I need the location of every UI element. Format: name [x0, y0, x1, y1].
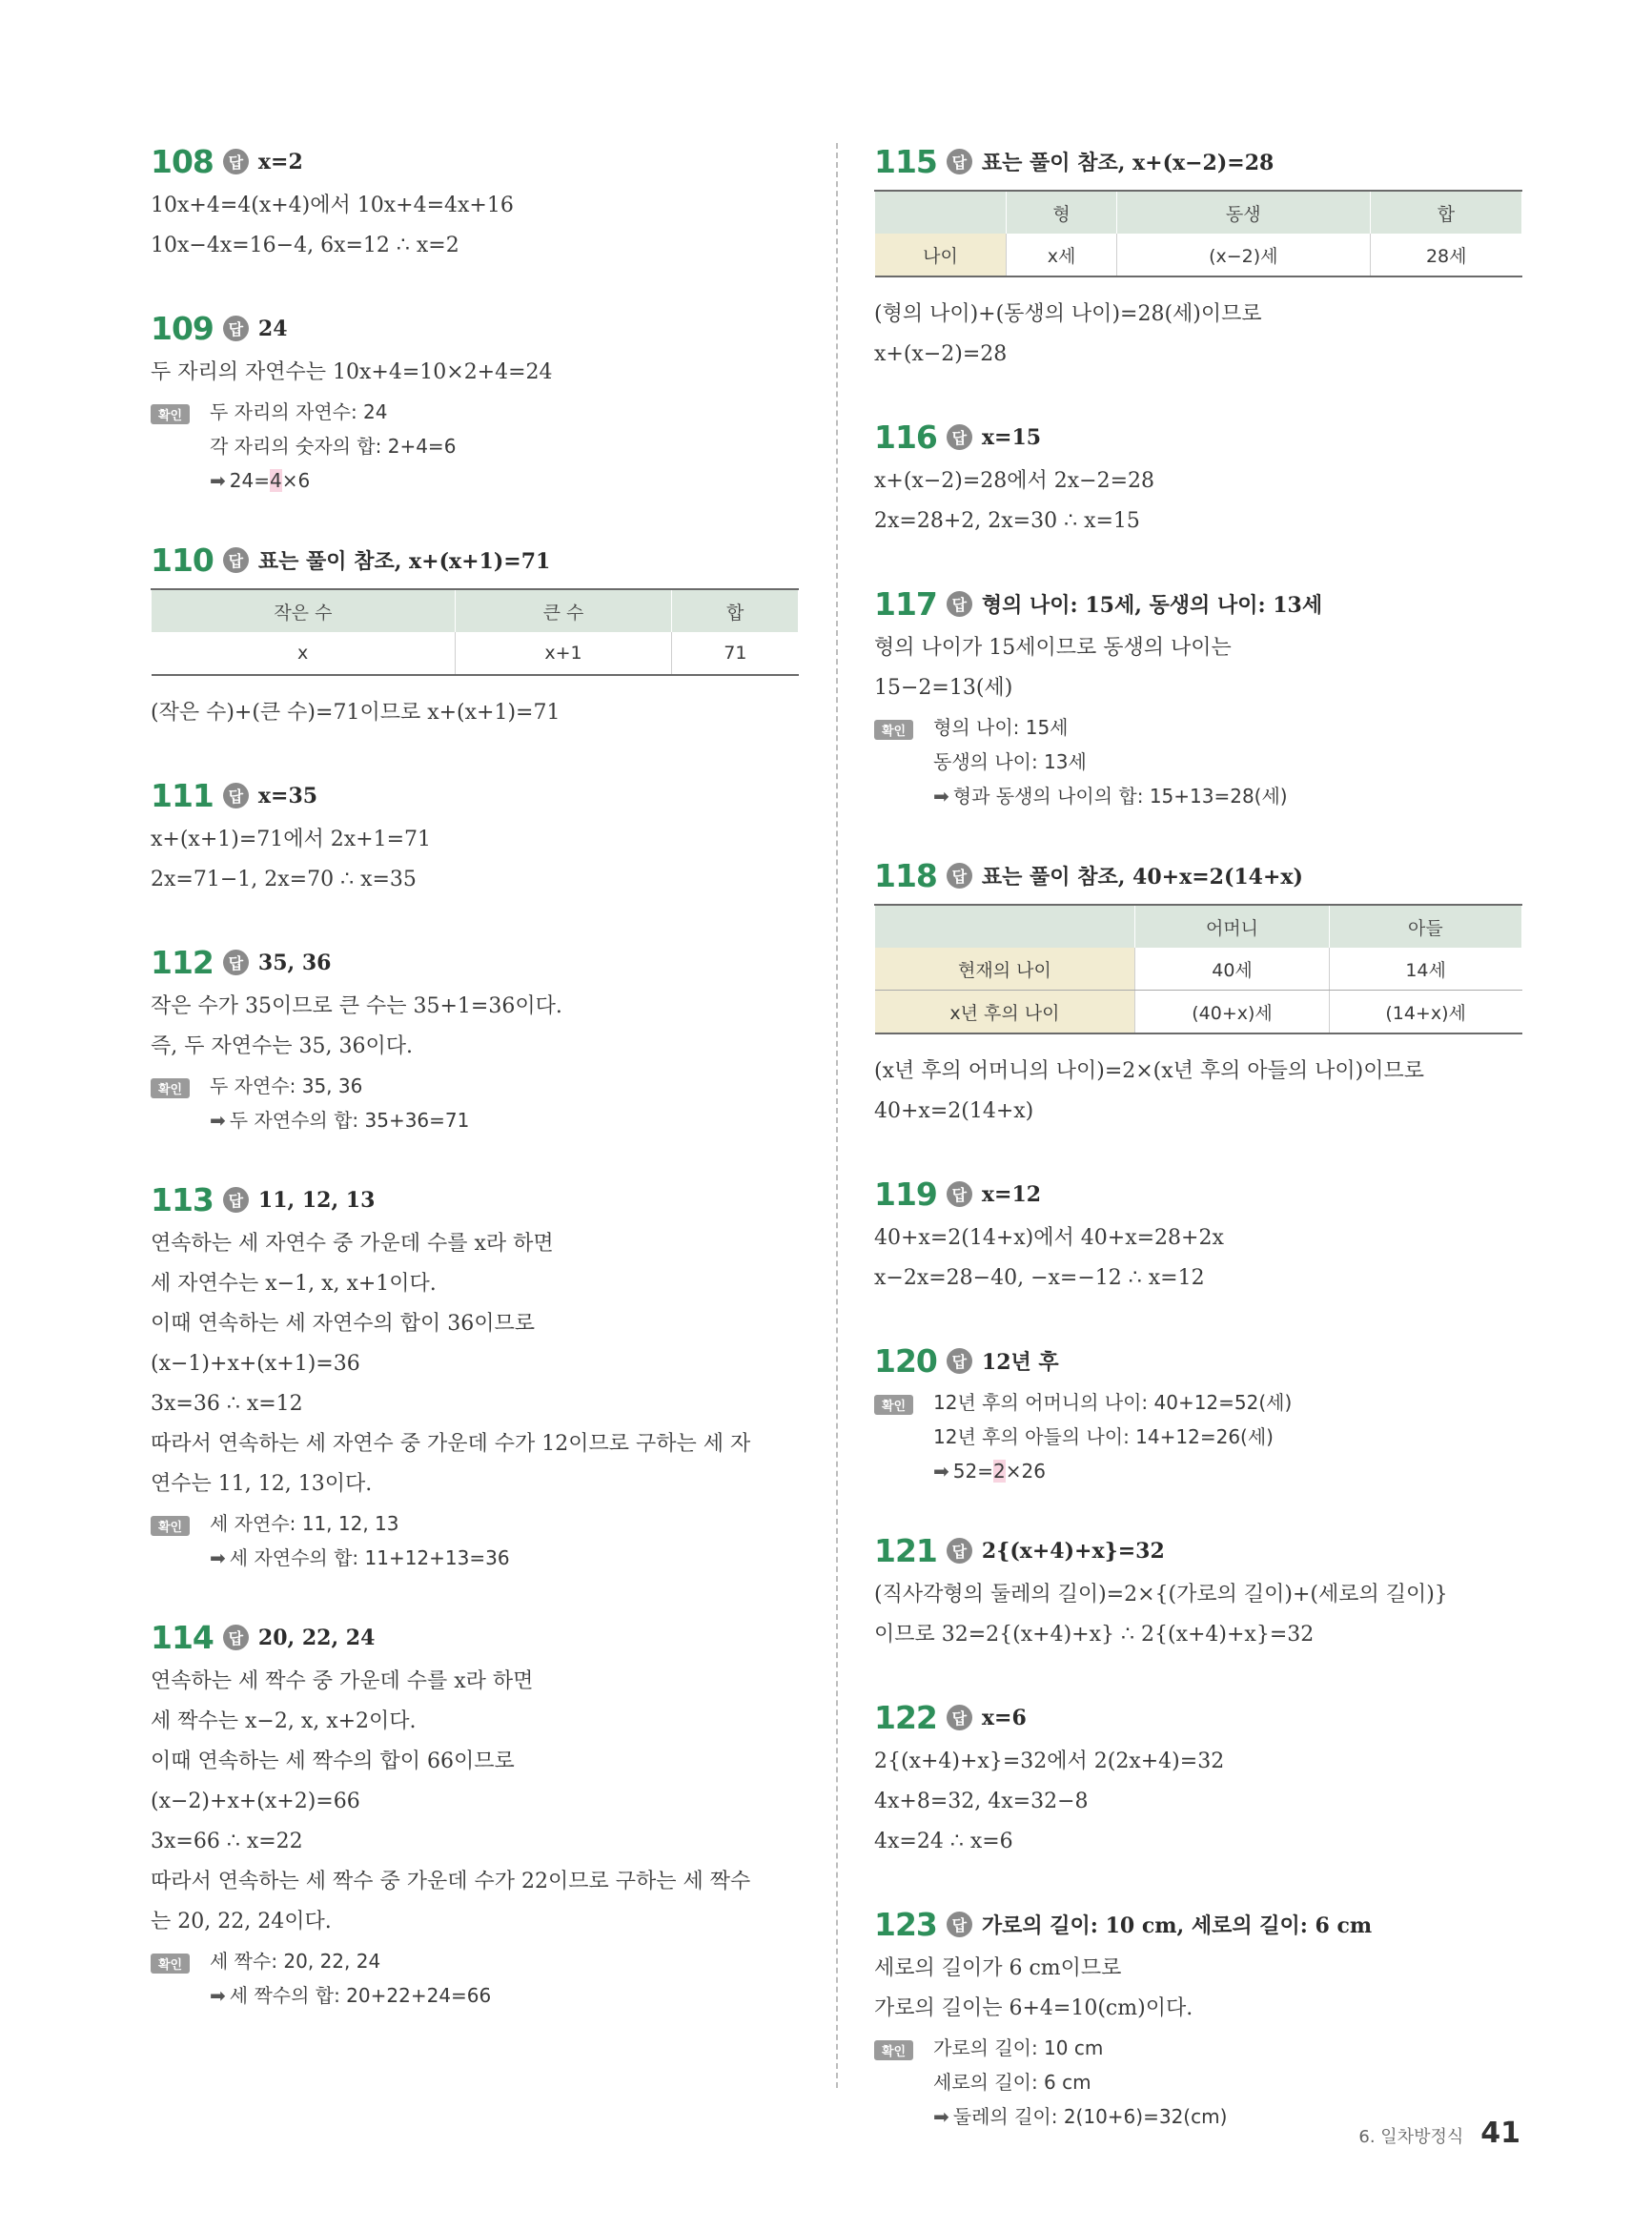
solution-line: 연수는 11, 12, 13이다.: [151, 1472, 373, 1496]
problem-number: 121: [874, 1532, 937, 1569]
answer-text: 20, 22, 24: [257, 1625, 376, 1650]
solution-line: 즉, 두 자연수는 35, 36이다.: [151, 1034, 413, 1058]
answer-badge: 답: [223, 149, 249, 174]
table-cell: 14세: [1329, 948, 1521, 991]
check-line: [210, 1978, 799, 2013]
solution-line: (x−1)+x+(x+1)=36: [151, 1352, 360, 1376]
solution-line: 이므로 32=2{(x+4)+x} ∴ 2{(x+4)+x}=32: [874, 1623, 1315, 1647]
answer-text: 형의 나이: 15세, 동생의 나이: 13세: [981, 593, 1323, 618]
problem-108: [151, 143, 799, 266]
table-cell: 28세: [1370, 234, 1521, 276]
check-box: [151, 1069, 799, 1137]
answer-badge: 답: [223, 783, 249, 808]
arrow-icon: ➡: [210, 1546, 226, 1569]
check-line: 각 자리의 숫자의 합: 2+4=6: [210, 435, 457, 458]
number-table: [151, 588, 799, 676]
problem-number: 117: [874, 585, 937, 623]
problem-112: [151, 944, 799, 1137]
column-divider: [836, 143, 838, 2088]
answer-text: x=15: [981, 424, 1042, 450]
answer-badge: 답: [223, 1625, 249, 1650]
check-text: ×26: [1005, 1460, 1046, 1483]
problem-number: 120: [874, 1342, 937, 1380]
problem-119: [874, 1176, 1522, 1299]
solution-line: 따라서 연속하는 세 자연수 중 가운데 수가 12이므로 구하는 세 자: [151, 1432, 751, 1456]
solution-line: x+(x−2)=28: [874, 342, 1008, 366]
solution-line: 연속하는 세 짝수 중 가운데 수를 x라 하면: [151, 1669, 534, 1693]
answer-text: 2{(x+4)+x}=32: [981, 1538, 1165, 1564]
solution-line: 40+x=2(14+x)에서 40+x=28+2x: [874, 1226, 1224, 1250]
right-column: [874, 143, 1522, 2178]
answer-badge: 답: [223, 547, 249, 573]
problem-number: 123: [874, 1906, 937, 1943]
check-text: 두 자연수의 합: 35+36=71: [229, 1109, 470, 1132]
solution-line: x−2x=28−40, −x=−12 ∴ x=12: [874, 1266, 1205, 1290]
check-badge: 확인: [151, 1954, 190, 1974]
answer-badge: 답: [947, 424, 972, 450]
check-text: 52=: [952, 1460, 993, 1483]
page-number: 41: [1480, 2117, 1520, 2150]
table-header: 형: [1007, 191, 1116, 234]
arrow-icon: ➡: [933, 1460, 949, 1483]
solution-line: 세 짝수는 x−2, x, x+2이다.: [151, 1709, 417, 1733]
problem-122: [874, 1699, 1522, 1862]
answer-badge: 답: [947, 1181, 972, 1207]
problem-number: 118: [874, 857, 937, 894]
solution-line: 40+x=2(14+x): [874, 1099, 1034, 1123]
problem-number: 110: [151, 542, 214, 579]
check-box: [874, 1385, 1522, 1488]
solution-line: 3x=66 ∴ x=22: [151, 1830, 303, 1853]
answer-badge: 답: [947, 1705, 972, 1730]
check-line: [210, 1541, 799, 1575]
answer-badge: 답: [947, 1538, 972, 1564]
check-line: 세로의 길이: 6 cm: [933, 2071, 1091, 2094]
solution-line: 작은 수가 35이므로 큰 수는 35+1=36이다.: [151, 994, 562, 1018]
answer-text: x=12: [981, 1181, 1042, 1207]
page-footer: [1358, 2117, 1520, 2150]
solution-line: 두 자리의 자연수는 10x+4=10×2+4=24: [151, 360, 553, 384]
answer-badge: 답: [947, 1348, 972, 1374]
check-box: [151, 395, 799, 498]
solution-line: 세로의 길이가 6 cm이므로: [874, 1956, 1122, 1980]
highlight-digit: 4: [269, 469, 282, 492]
check-line: 세 자연수: 11, 12, 13: [210, 1512, 399, 1535]
solution-line: 10x−4x=16−4, 6x=12 ∴ x=2: [151, 234, 459, 257]
table-header: 아들: [1329, 905, 1521, 948]
check-line: 두 자연수: 35, 36: [210, 1074, 363, 1097]
problem-111: [151, 777, 799, 900]
answer-badge: 답: [947, 591, 972, 617]
table-cell: (40+x)세: [1135, 991, 1329, 1034]
check-box: [151, 1944, 799, 2013]
solution-line: 이때 연속하는 세 짝수의 합이 66이므로: [151, 1749, 515, 1773]
solution-line: (x−2)+x+(x+2)=66: [151, 1790, 360, 1813]
solution-line: 2x=71−1, 2x=70 ∴ x=35: [151, 868, 417, 891]
check-line: [933, 1454, 1522, 1488]
table-row-header: 나이: [875, 234, 1007, 276]
answer-text: 표는 풀이 참조, 40+x=2(14+x): [981, 865, 1303, 890]
answer-badge: 답: [947, 149, 972, 174]
solution-line: 4x+8=32, 4x=32−8: [874, 1790, 1089, 1813]
answer-text: x=2: [257, 149, 303, 174]
solution-line: (x년 후의 어머니의 나이)=2×(x년 후의 아들의 나이)이므로: [874, 1059, 1425, 1083]
table-header: 큰 수: [455, 589, 671, 632]
problem-109: [151, 310, 799, 498]
problem-number: 108: [151, 143, 214, 180]
check-line: [933, 779, 1522, 813]
solution-line: 4x=24 ∴ x=6: [874, 1830, 1013, 1853]
check-text: 24=: [229, 469, 270, 492]
table-header: 작은 수: [152, 589, 456, 632]
arrow-icon: ➡: [210, 1109, 226, 1132]
problem-110: [151, 542, 799, 733]
check-line: [210, 463, 799, 498]
problem-number: 116: [874, 419, 937, 456]
answer-badge: 답: [947, 1912, 972, 1937]
check-box: [151, 1506, 799, 1575]
check-text: 세 자연수의 합: 11+12+13=36: [229, 1546, 510, 1569]
solution-line: 2{(x+4)+x}=32에서 2(2x+4)=32: [874, 1749, 1225, 1773]
check-line: [210, 1103, 799, 1137]
check-badge: 확인: [874, 2040, 913, 2060]
problem-116: [874, 419, 1522, 542]
solution-line: 2x=28+2, 2x=30 ∴ x=15: [874, 509, 1140, 533]
problem-number: 111: [151, 777, 214, 814]
problem-117: [874, 585, 1522, 813]
solution-line: 세 자연수는 x−1, x, x+1이다.: [151, 1272, 437, 1296]
answer-text: 35, 36: [257, 950, 332, 975]
table-cell: (x−2)세: [1116, 234, 1370, 276]
solution-line: (직사각형의 둘레의 길이)=2×{(가로의 길이)+(세로의 길이)}: [874, 1583, 1448, 1606]
arrow-icon: ➡: [933, 785, 949, 808]
problem-number: 113: [151, 1181, 214, 1218]
answer-text: 표는 풀이 참조, x+(x+1)=71: [257, 549, 551, 574]
problem-number: 112: [151, 944, 214, 981]
table-row-header: 현재의 나이: [875, 948, 1135, 991]
problem-121: [874, 1532, 1522, 1655]
table-header: [875, 191, 1007, 234]
solution-line: 이때 연속하는 세 자연수의 합이 36이므로: [151, 1312, 535, 1336]
arrow-icon: ➡: [210, 469, 226, 492]
check-line: 형의 나이: 15세: [933, 716, 1069, 739]
table-cell: 40세: [1135, 948, 1329, 991]
answer-text: 11, 12, 13: [257, 1187, 376, 1213]
answer-badge: 답: [223, 950, 249, 975]
table-cell: 71: [672, 632, 799, 675]
check-line: 세 짝수: 20, 22, 24: [210, 1950, 381, 1973]
check-box: [874, 710, 1522, 813]
check-badge: 확인: [151, 1516, 190, 1536]
age-table: [874, 190, 1522, 277]
solution-line: (형의 나이)+(동생의 나이)=28(세)이므로: [874, 302, 1262, 326]
check-badge: 확인: [874, 1395, 913, 1415]
answer-text: 24: [257, 316, 288, 341]
table-header: 어머니: [1135, 905, 1329, 948]
problem-113: [151, 1181, 799, 1575]
problem-114: [151, 1619, 799, 2013]
solution-line: 15−2=13(세): [874, 676, 1013, 700]
problem-number: 119: [874, 1176, 937, 1213]
table-header: 동생: [1116, 191, 1370, 234]
check-text: 세 짝수의 합: 20+22+24=66: [229, 1984, 492, 2007]
check-line: 12년 후의 아들의 나이: 14+12=26(세): [933, 1425, 1274, 1448]
solution-line: 10x+4=4(x+4)에서 10x+4=4x+16: [151, 194, 514, 217]
table-cell: (14+x)세: [1329, 991, 1521, 1034]
check-badge: 확인: [874, 720, 913, 740]
answer-text: 12년 후: [981, 1350, 1059, 1375]
problem-number: 109: [151, 310, 214, 347]
table-cell: x+1: [455, 632, 671, 675]
solution-line: x+(x−2)=28에서 2x−2=28: [874, 469, 1155, 493]
answer-badge: 답: [223, 316, 249, 341]
check-text: 둘레의 길이: 2(10+6)=32(cm): [952, 2105, 1228, 2128]
problem-120: [874, 1342, 1522, 1488]
answer-text: x=6: [981, 1705, 1027, 1730]
check-badge: 확인: [151, 1078, 190, 1098]
table-cell: x: [152, 632, 456, 675]
table-header: 합: [1370, 191, 1521, 234]
solution-line: 3x=36 ∴ x=12: [151, 1392, 303, 1416]
solution-line: 형의 나이가 15세이므로 동생의 나이는: [874, 636, 1232, 660]
answer-text: x=35: [257, 783, 318, 808]
table-header: [875, 905, 1135, 948]
problem-123: [874, 1906, 1522, 2134]
table-cell: x세: [1007, 234, 1116, 276]
arrow-icon: ➡: [933, 2105, 949, 2128]
chapter-title: 6. 일차방정식: [1358, 2127, 1464, 2147]
solution-line: 연속하는 세 자연수 중 가운데 수를 x라 하면: [151, 1232, 554, 1256]
answer-text: 표는 풀이 참조, x+(x−2)=28: [981, 151, 1275, 175]
check-text: ×6: [281, 469, 311, 492]
problem-number: 122: [874, 1699, 937, 1736]
problem-115: [874, 143, 1522, 375]
check-line: 가로의 길이: 10 cm: [933, 2036, 1104, 2059]
answer-badge: 답: [947, 863, 972, 889]
check-line: 두 자리의 자연수: 24: [210, 400, 388, 423]
solution-line: 가로의 길이는 6+4=10(cm)이다.: [874, 1996, 1193, 2020]
answer-text: 가로의 길이: 10 cm, 세로의 길이: 6 cm: [981, 1913, 1373, 1938]
problem-118: [874, 857, 1522, 1132]
solution-line: 따라서 연속하는 세 짝수 중 가운데 수가 22이므로 구하는 세 짝수: [151, 1870, 751, 1893]
left-column: [151, 143, 799, 2056]
check-text: 형과 동생의 나이의 합: 15+13=28(세): [952, 785, 1288, 808]
problem-number: 114: [151, 1619, 214, 1656]
solution-line: 는 20, 22, 24이다.: [151, 1910, 332, 1933]
table-header: 합: [672, 589, 799, 632]
problem-number: 115: [874, 143, 937, 180]
check-line: 동생의 나이: 13세: [933, 750, 1087, 773]
check-line: 12년 후의 어머니의 나이: 40+12=52(세): [933, 1391, 1293, 1414]
solution-line: (작은 수)+(큰 수)=71이므로 x+(x+1)=71: [151, 701, 561, 725]
highlight-digit: 2: [992, 1460, 1006, 1483]
table-row-header: x년 후의 나이: [875, 991, 1135, 1034]
arrow-icon: ➡: [210, 1984, 226, 2007]
age-table: [874, 904, 1522, 1034]
solution-line: x+(x+1)=71에서 2x+1=71: [151, 828, 432, 851]
check-badge: 확인: [151, 404, 190, 424]
answer-badge: 답: [223, 1187, 249, 1213]
